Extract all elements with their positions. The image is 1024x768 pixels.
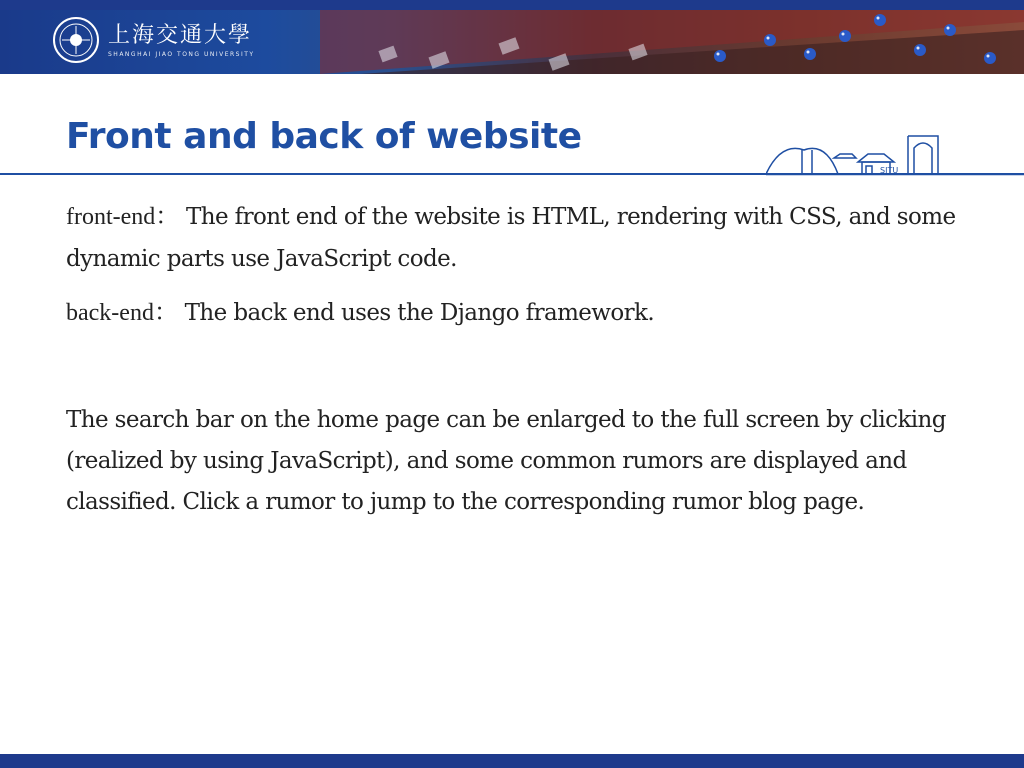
header-banner [0, 10, 1024, 74]
backend-text: The back end uses the Django framework. [177, 300, 655, 326]
frontend-text: The front end of the website is HTML, rendering with CSS, and some dynamic parts use JavaScript code. [66, 204, 956, 272]
backend-paragraph [66, 292, 996, 334]
frontend-term: front-end： [66, 204, 180, 230]
slide-body [66, 196, 996, 523]
slide-title: Front and back of website [66, 116, 582, 157]
backend-term: back-end： [66, 300, 178, 326]
building-badge: SJTU [880, 166, 899, 175]
university-name-cn: 上海交通大學 [108, 22, 253, 48]
top-strip [0, 0, 1024, 10]
university-logo [52, 16, 255, 64]
frontend-paragraph [66, 196, 996, 280]
university-seal-icon [52, 16, 100, 64]
university-name-en: SHANGHAI JIAO TONG UNIVERSITY [108, 50, 255, 58]
search-description-paragraph [66, 400, 996, 523]
campus-gate-icon [766, 132, 1024, 176]
search-description-text: The search bar on the home page can be enlarged to the full screen by clicking (realized by using JavaScript), and some common rumors are displayed and classified. Click a rumor to jump to the corresponding rumor blog page. [66, 407, 946, 515]
roof-eaves-illustration [300, 10, 1024, 74]
bottom-bar [0, 754, 1024, 768]
